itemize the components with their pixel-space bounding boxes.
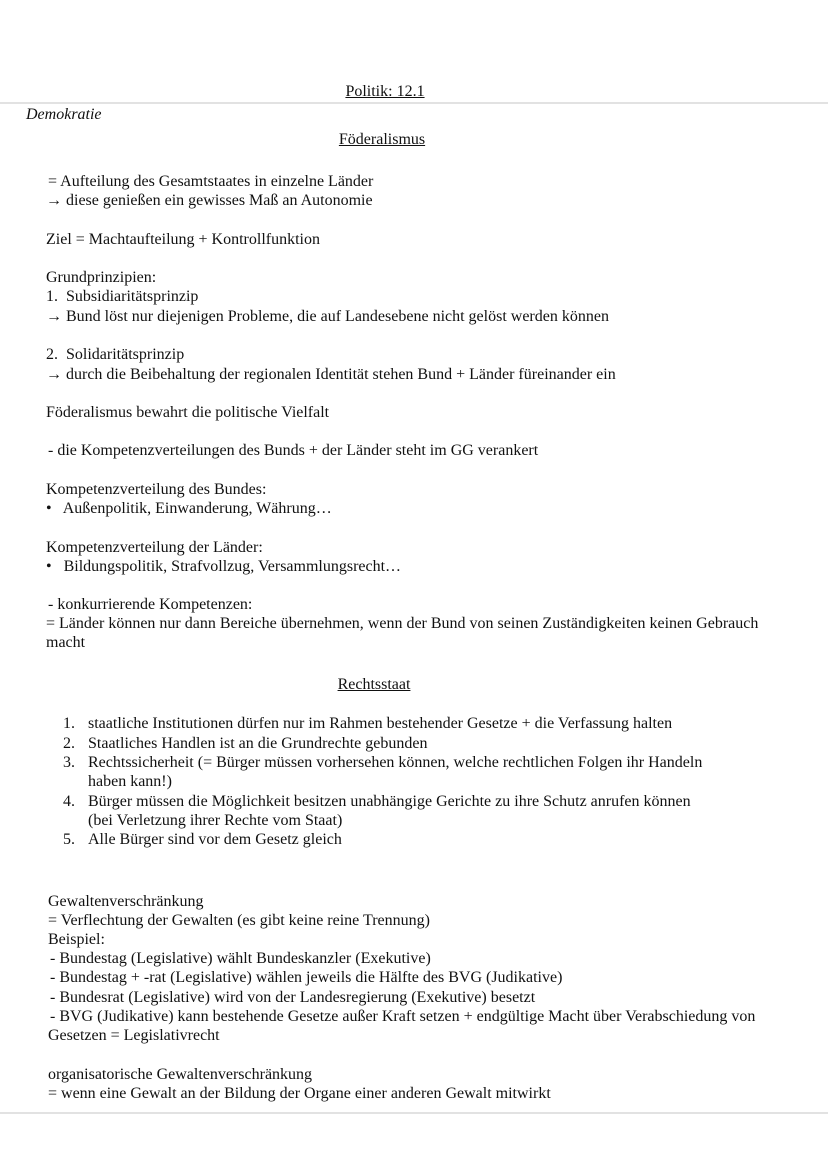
- list-number: 4.: [63, 793, 75, 810]
- text-line: = Verflechtung der Gewalten (es gibt keine reine Trennung): [48, 912, 430, 929]
- page-title: Politik: 12.1: [345, 83, 425, 100]
- text-line: Grundprinzipien:: [46, 269, 157, 286]
- text-line: - konkurrierende Kompetenzen:: [44, 596, 253, 613]
- list-item: (bei Verletzung ihrer Rechte vom Staat): [88, 812, 343, 829]
- list-number: 5.: [63, 831, 75, 848]
- list-item: - Bundestag + -rat (Legislative) wählen jeweils die Hälfte des BVG (Judikative): [46, 969, 563, 986]
- text-line: Ziel = Machtaufteilung + Kontrollfunktion: [46, 231, 320, 248]
- section-heading-foederalismus: Föderalismus: [338, 131, 426, 148]
- text-line: = Länder können nur dann Bereiche übernehmen, wenn der Bund von seinen Zuständigkeiten keinen Gebrauch: [46, 615, 759, 632]
- footer-divider: [0, 1112, 828, 1114]
- list-item: - Bundestag (Legislative) wählt Bundeskanzler (Exekutive): [46, 950, 431, 967]
- list-number: 3.: [63, 754, 75, 771]
- text-line: Beispiel:: [48, 931, 105, 948]
- text-line: Gesetzen = Legislativrecht: [48, 1027, 220, 1044]
- text-line: = Aufteilung des Gesamtstaates in einzelne Länder: [48, 173, 374, 190]
- subject-label: Demokratie: [26, 106, 102, 123]
- text-line: organisatorische Gewaltenverschränkung: [48, 1066, 313, 1083]
- text-line: → durch die Beibehaltung der regionalen Identität stehen Bund + Länder füreinander ein: [46, 366, 616, 383]
- text-line: Kompetenzverteilung der Länder:: [46, 539, 263, 556]
- list-item: Bürger müssen die Möglichkeit besitzen unabhängige Gerichte zu ihre Schutz anrufen können: [88, 793, 691, 810]
- text-line: = wenn eine Gewalt an der Bildung der Organe einer anderen Gewalt mitwirkt: [48, 1085, 551, 1102]
- list-item: - Bundesrat (Legislative) wird von der Landesregierung (Exekutive) besetzt: [46, 989, 536, 1006]
- list-item: Alle Bürger sind vor dem Gesetz gleich: [88, 831, 342, 848]
- text-line: macht: [46, 634, 86, 651]
- list-item: - BVG (Judikative) kann bestehende Gesetze außer Kraft setzen + endgültige Macht über Verabschiedung von: [46, 1008, 756, 1025]
- list-item: staatliche Institutionen dürfen nur im Rahmen bestehender Gesetze + die Verfassung halten: [88, 715, 673, 732]
- text-line: → diese genießen ein gewisses Maß an Autonomie: [46, 192, 373, 209]
- list-item: Staatliches Handlen ist an die Grundrechte gebunden: [88, 735, 428, 752]
- section-heading-rechtsstaat: Rechtsstaat: [337, 676, 411, 693]
- text-line: Gewaltenverschränkung: [48, 893, 204, 910]
- list-number: 2.: [63, 735, 75, 752]
- text-line: Kompetenzverteilung des Bundes:: [46, 481, 267, 498]
- list-item: 1. Subsidiaritätsprinzip: [46, 288, 199, 305]
- text-line: - die Kompetenzverteilungen des Bunds + der Länder steht im GG verankert: [44, 442, 539, 459]
- list-item: haben kann!): [88, 773, 172, 790]
- list-item: • Außenpolitik, Einwanderung, Währung…: [46, 500, 332, 517]
- list-number: 1.: [63, 715, 75, 732]
- list-item: Rechtssicherheit (= Bürger müssen vorhersehen können, welche rechtlichen Folgen ihr Handeln: [88, 754, 703, 771]
- list-item: 2. Solidaritätsprinzip: [46, 346, 185, 363]
- header-divider: [0, 102, 828, 104]
- text-line: Föderalismus bewahrt die politische Vielfalt: [46, 404, 330, 421]
- list-item: • Bildungspolitik, Strafvollzug, Versammlungsrecht…: [46, 558, 402, 575]
- text-line: → Bund löst nur diejenigen Probleme, die auf Landesebene nicht gelöst werden können: [46, 308, 609, 325]
